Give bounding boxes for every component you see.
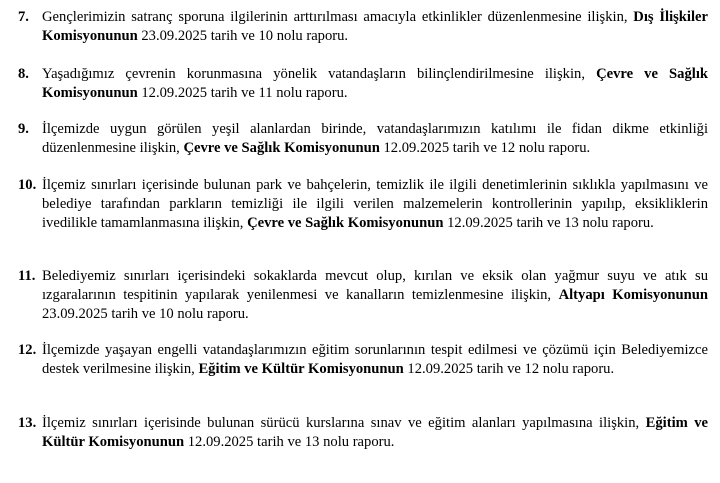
item-text-before: İlçemizde uygun görülen yeşil alanlardan birinde, vatandaşlarımızın katılımı ile fidan dikme etkinliği düzenlenmesine ilişkin, bbox=[42, 121, 708, 156]
item-text bbox=[42, 65, 708, 103]
committee-name: Altyapı Komisyonunun bbox=[558, 287, 708, 303]
item-text-before: Gençlerimizin satranç sporuna ilgilerinin arttırılması amacıyla etkinlikler düzenlenmesine ilişkin, bbox=[42, 9, 634, 25]
item-text-before: İlçemiz sınırları içerisinde bulunan sürücü kurslarına sınav ve eğitim alanları yapılmasına ilişkin, bbox=[42, 415, 646, 431]
item-number: 11. bbox=[18, 268, 36, 284]
agenda-item-7 bbox=[18, 8, 708, 46]
committee-name: Çevre ve Sağlık Komisyonunun bbox=[42, 66, 708, 101]
item-text-after: 23.09.2025 tarih ve 10 nolu raporu. bbox=[137, 28, 349, 44]
agenda-item-13 bbox=[18, 414, 708, 452]
item-text-after: 12.09.2025 tarih ve 13 nolu raporu. bbox=[443, 215, 654, 231]
item-text-before: İlçemizde yaşayan engelli vatandaşlarımızın eğitim sorunlarının tespit edilmesi ve çözümü için Belediyemizce destek verilmesine ilişkin, bbox=[42, 342, 708, 377]
item-text-after: 12.09.2025 tarih ve 12 nolu raporu. bbox=[403, 361, 615, 377]
item-number: 7. bbox=[18, 9, 29, 25]
agenda-item-10 bbox=[18, 176, 708, 233]
committee-name: Eğitim ve Kültür Komisyonunun bbox=[42, 415, 708, 450]
agenda-item-12 bbox=[18, 341, 708, 379]
item-number: 12. bbox=[18, 342, 37, 358]
item-text-before: İlçemiz sınırları içerisinde bulunan park ve bahçelerin, temizlik ile ilgili denetimlerinin sıklıkla yapılmasını ve belediye tarafından parkların temizliği ile ilgili verilen malzemelerin kontrollerinin yapılıp, eksikliklerin ivedilikle tamamlanmasına ilişkin, bbox=[42, 177, 708, 231]
item-text bbox=[42, 8, 708, 46]
item-text-after: 23.09.2025 tarih ve 10 nolu raporu. bbox=[42, 306, 249, 322]
agenda-item-8 bbox=[18, 65, 708, 103]
committee-name: Çevre ve Sağlık Komisyonunun bbox=[247, 215, 444, 231]
agenda-item-11 bbox=[18, 267, 708, 324]
item-text-before: Yaşadığımız çevrenin korunmasına yönelik vatandaşların bilinçlendirilmesine ilişkin, bbox=[42, 66, 597, 82]
committee-name: Eğitim ve Kültür Komisyonunun bbox=[198, 361, 404, 377]
item-text-after: 12.09.2025 tarih ve 11 nolu raporu. bbox=[137, 85, 348, 101]
item-text bbox=[42, 120, 708, 158]
item-number: 8. bbox=[18, 66, 29, 82]
agenda-item-9 bbox=[18, 120, 708, 158]
item-text bbox=[42, 414, 708, 452]
item-text bbox=[42, 267, 708, 324]
item-number: 10. bbox=[18, 177, 37, 193]
committee-name: Dış İlişkiler Komisyonunun bbox=[42, 9, 708, 44]
committee-name: Çevre ve Sağlık Komisyonunun bbox=[183, 140, 380, 156]
item-text bbox=[42, 176, 708, 233]
item-number: 13. bbox=[18, 415, 37, 431]
item-text bbox=[42, 341, 708, 379]
item-text-after: 12.09.2025 tarih ve 13 nolu raporu. bbox=[184, 434, 395, 450]
item-number: 9. bbox=[18, 121, 29, 137]
item-text-before: Belediyemiz sınırları içerisindeki sokaklarda mevcut olup, kırılan ve eksik olan yağmur suyu ve atık su ızgaralarının tespitinin yapılarak yenilenmesi ve kanalların temizlenmesine ilişkin, bbox=[42, 268, 708, 303]
item-text-after: 12.09.2025 tarih ve 12 nolu raporu. bbox=[379, 140, 591, 156]
